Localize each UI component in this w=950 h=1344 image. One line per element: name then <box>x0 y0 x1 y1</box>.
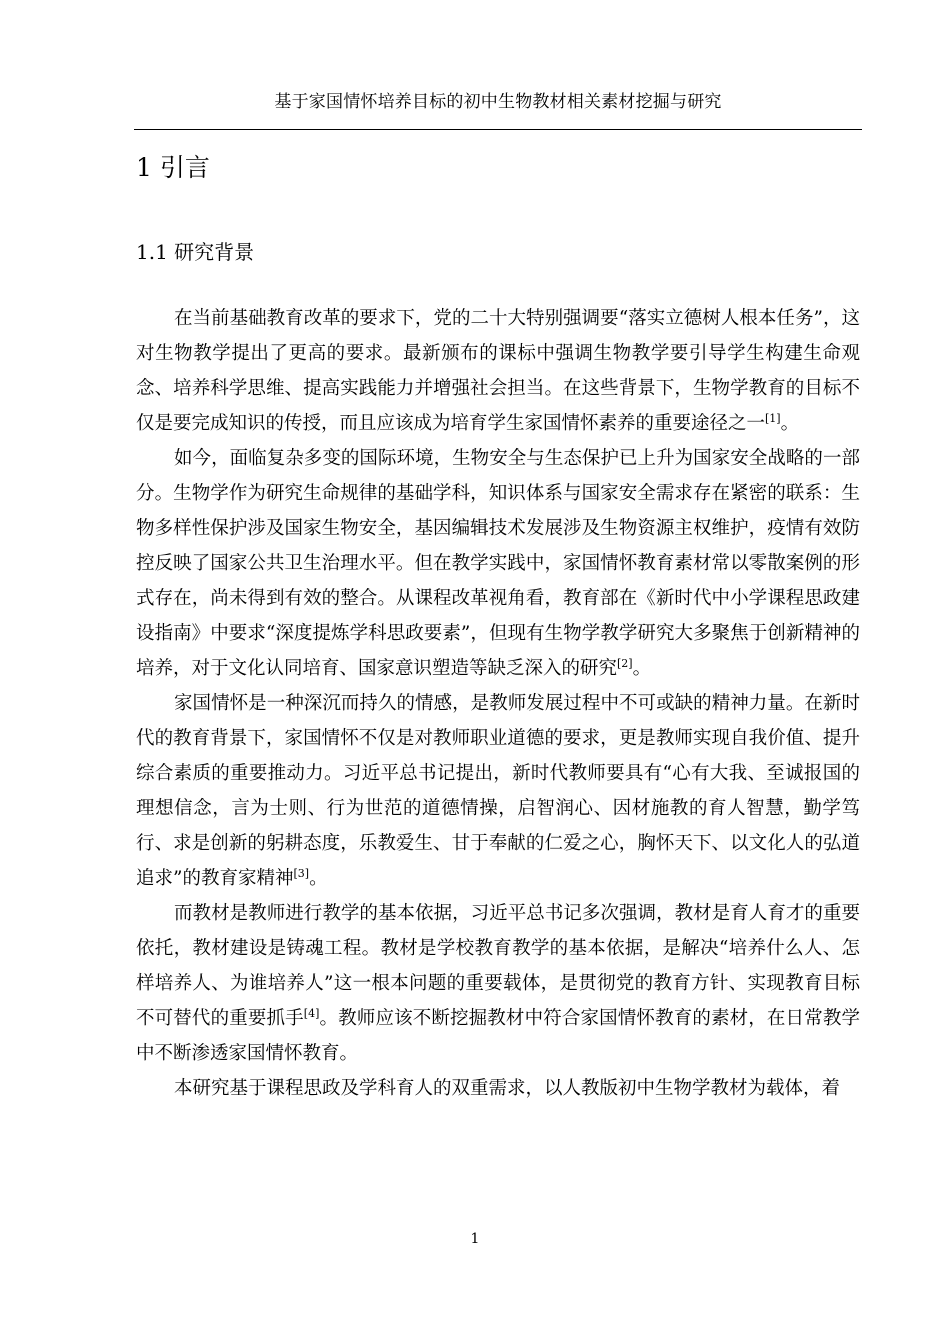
paragraph-text: 本研究基于课程思政及学科育人的双重需求，以人教版初中生物学教材为载体，着 <box>174 1078 841 1099</box>
body-text <box>136 301 860 1106</box>
citation-ref[interactable]: [1] <box>765 412 781 425</box>
paragraph-text: 在当前基础教育改革的要求下，党的二十大特别强调要“落实立德树人根本任务”，这对生物教学提出了更高的要求。最新颁布的课标中强调生物教学要引导学生构建生命观念、培养科学思维、提高实践能力并增强社会担当。在这些背景下，生物学教育的目标不仅是要完成知识的传授，而且应该成为培育学生家国情怀素养的重要途径之一 <box>136 308 860 434</box>
paragraph-1 <box>136 301 860 441</box>
paragraph-2 <box>136 441 860 686</box>
citation-ref[interactable]: [3] <box>293 867 310 880</box>
citation-ref[interactable]: [4] <box>303 1007 320 1020</box>
paragraph-tail: 。 <box>309 868 328 889</box>
paragraph-tail: 。 <box>632 658 652 679</box>
header-rule <box>134 129 862 130</box>
paragraph-tail: 。 <box>780 413 800 434</box>
chapter-title: 1 引言 <box>136 153 210 182</box>
paragraph-tail: 。教师应该不断挖掘教材中符合家国情怀教育的素材，在日常教学中不断渗透家国情怀教育。 <box>136 1008 860 1064</box>
paragraph-text: 如今，面临复杂多变的国际环境，生物安全与生态保护已上升为国家安全战略的一部分。生物学作为研究生命规律的基础学科，知识体系与国家安全需求存在紧密的联系：生物多样性保护涉及国家生物安全，基因编辑技术发展涉及生物资源主权维护，疫情有效防控反映了国家公共卫生治理水平。但在教学实践中，家国情怀教育素材常以零散案例的形式存在，尚未得到有效的整合。从课程改革视角看，教育部在《新时代中小学课程思政建设指南》中要求“深度提炼学科思政要素”，但现有生物学教学研究大多聚焦于创新精神的培养，对于文化认同培育、国家意识塑造等缺乏深入的研究 <box>136 448 860 679</box>
citation-ref[interactable]: [2] <box>617 657 633 670</box>
paragraph-5 <box>136 1071 860 1106</box>
running-header: 基于家国情怀培养目标的初中生物教材相关素材挖掘与研究 <box>274 92 722 112</box>
paragraph-text: 家国情怀是一种深沉而持久的情感，是教师发展过程中不可或缺的精神力量。在新时代的教育背景下，家国情怀不仅是对教师职业道德的要求，更是教师实现自我价值、提升综合素质的重要推动力。习近平总书记提出，新时代教师要具有“心有大我、至诚报国的理想信念，言为士则、行为世范的道德情操，启智润心、因材施教的育人智慧，勤学笃行、求是创新的躬耕态度，乐教爱生、甘于奉献的仁爱之心，胸怀天下、以文化人的弘道追求”的教育家精神 <box>136 693 860 889</box>
section-title: 1.1 研究背景 <box>136 240 255 264</box>
page-number: 1 <box>470 1231 480 1247</box>
paragraph-4 <box>136 896 860 1071</box>
paragraph-text: 而教材是教师进行教学的基本依据，习近平总书记多次强调，教材是育人育才的重要依托，教材建设是铸魂工程。教材是学校教育教学的基本依据，是解决“培养什么人、怎样培养人、为谁培养人”这一根本问题的重要载体，是贯彻党的教育方针、实现教育目标不可替代的重要抓手 <box>136 903 860 1029</box>
paragraph-3 <box>136 686 860 896</box>
